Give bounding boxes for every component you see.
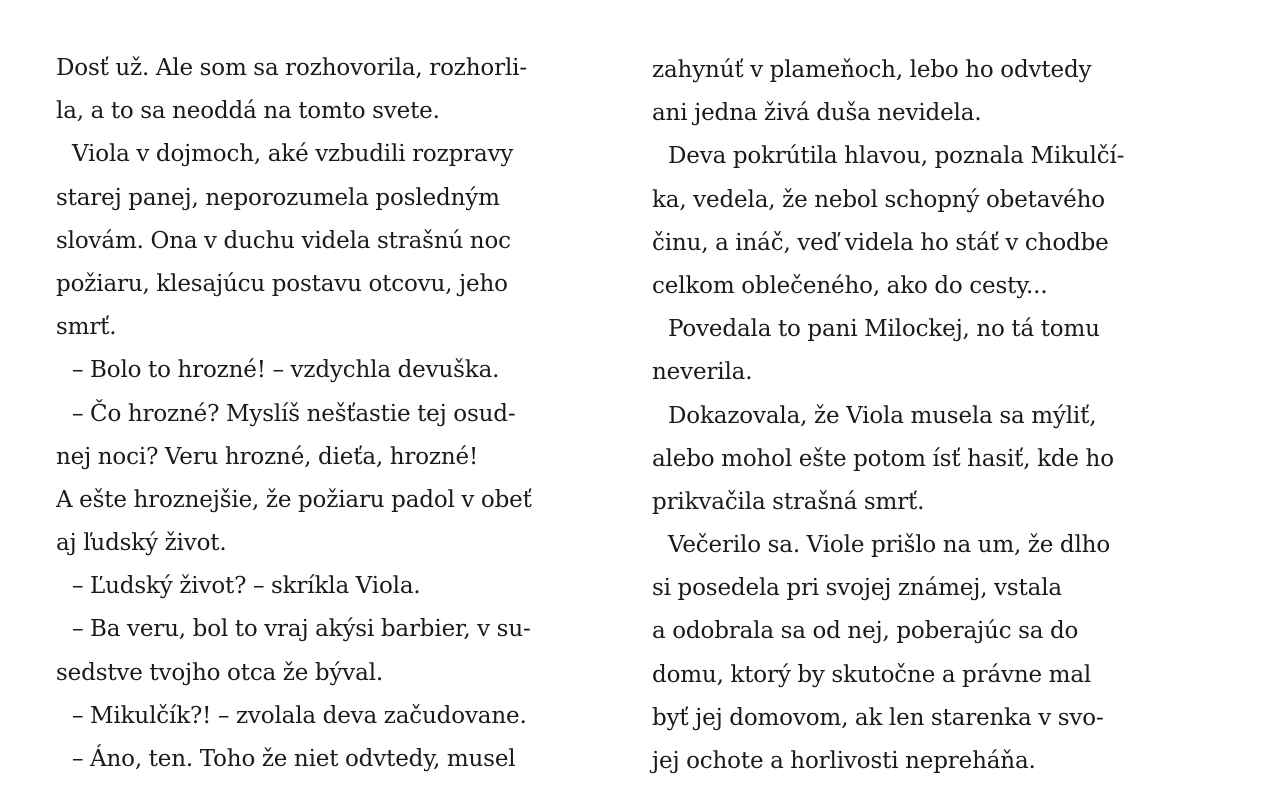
text-line: jej ochote a horlivosti nepreháňa. (652, 748, 1036, 774)
text-line: – Mikulčík?! – zvolala deva začudovane. (72, 702, 527, 729)
text-line: a odobrala sa od nej, poberajúc sa do (652, 618, 1079, 645)
left-page-text (56, 47, 596, 781)
text-line: požiaru, klesajúcu postavu otcovu, jeho (56, 270, 508, 297)
text-line: Povedala to pani Milockej, no tá tomu (668, 316, 1100, 343)
right-page-text (652, 49, 1192, 783)
text-line: – Čo hrozné? Myslíš nešťastie tej osud- (72, 400, 516, 427)
text-line: ka, vedela, že nebol schopný obetavého (652, 186, 1105, 213)
text-line: alebo mohol ešte potom ísť hasiť, kde ho (652, 445, 1114, 472)
text-line: – Ľudský život? – skríkla Viola. (72, 573, 421, 600)
text-line: zahynúť v plameňoch, lebo ho odvtedy (652, 57, 1092, 83)
text-line: činu, a ináč, veď videla ho stáť v chodbe (652, 229, 1109, 256)
text-line: Dosť už. Ale som sa rozhovorila, rozhorli- (56, 55, 527, 81)
text-line: domu, ktorý by skutočne a právne mal (652, 661, 1092, 688)
text-line: – Ba veru, bol to vraj akýsi barbier, v su- (72, 616, 531, 643)
text-line: Viola v dojmoch, aké vzbudili rozpravy (72, 141, 514, 168)
text-line: slovám. Ona v duchu videla strašnú noc (56, 227, 511, 254)
text-line: si posedela pri svojej známej, vstala (652, 575, 1062, 602)
text-line: starej panej, neporozumela posledným (56, 184, 500, 211)
text-line: smrť. (56, 314, 117, 341)
text-line: sedstve tvojho otca že býval. (56, 659, 384, 686)
text-line: nej noci? Veru hrozné, dieťa, hrozné! (56, 443, 479, 470)
right-page (640, 0, 1280, 800)
text-line: – Áno, ten. Toho že niet odvtedy, musel (72, 746, 516, 772)
text-line: – Bolo to hrozné! – vzdychla devuška. (72, 357, 500, 384)
text-line: A ešte hroznejšie, že požiaru padol v obeť (56, 486, 532, 513)
text-line: aj ľudský život. (56, 530, 227, 557)
text-line: la, a to sa neoddá na tomto svete. (56, 98, 440, 125)
text-line: Dokazovala, že Viola musela sa mýliť, (668, 402, 1097, 429)
text-line: ani jedna živá duša nevidela. (652, 100, 982, 127)
text-line: celkom oblečeného, ako do cesty... (652, 272, 1048, 299)
text-line: prikvačila strašná smrť. (652, 488, 925, 515)
text-line: Deva pokrútila hlavou, poznala Mikulčí- (668, 143, 1125, 170)
text-line: Večerilo sa. Viole prišlo na um, že dlho (668, 532, 1111, 559)
text-line: byť jej domovom, ak len starenka v svo- (652, 704, 1104, 731)
text-line: neverila. (652, 359, 753, 386)
